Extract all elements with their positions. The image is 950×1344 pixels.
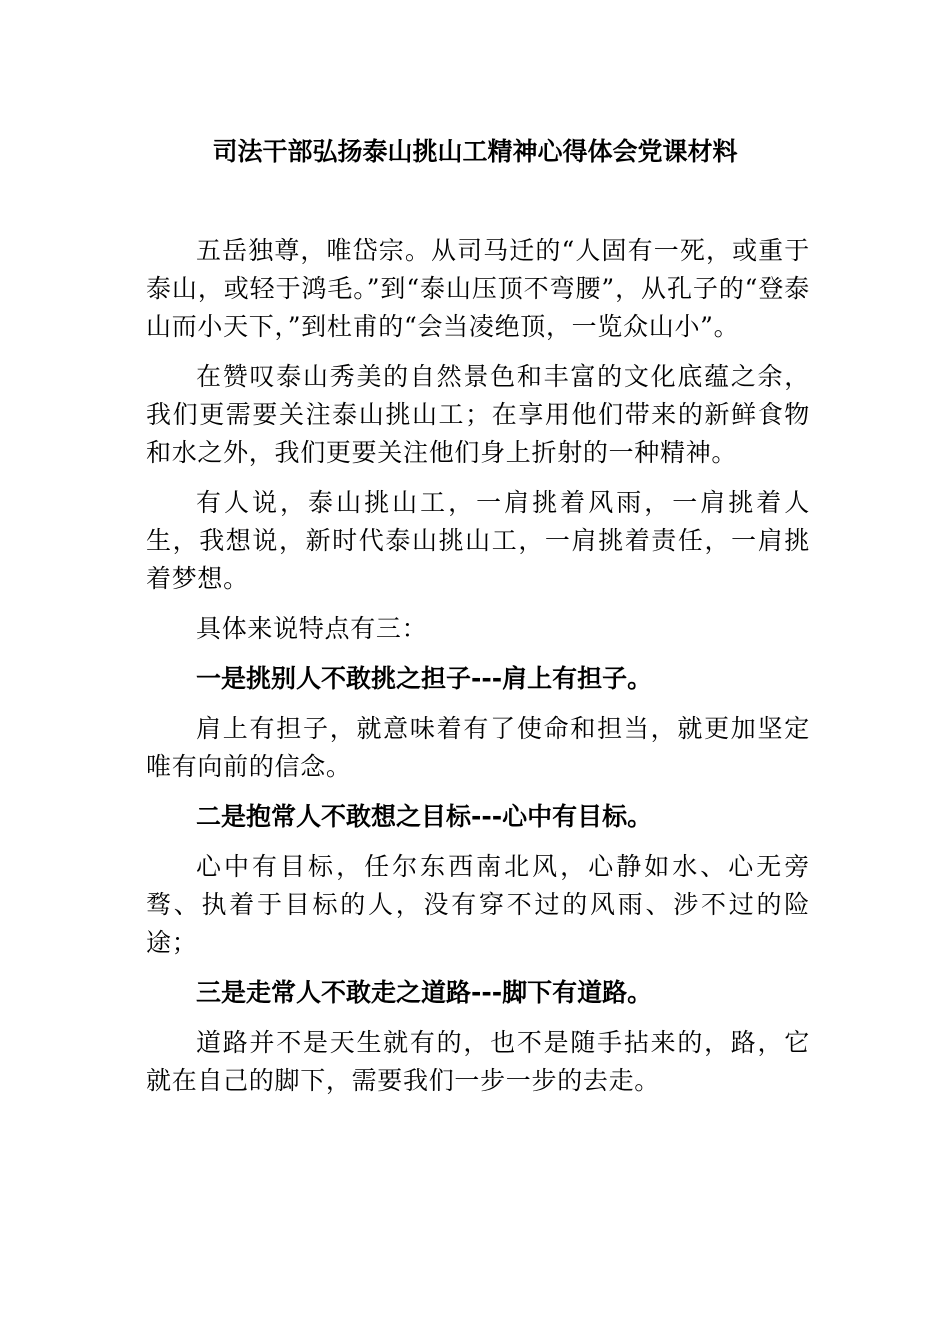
document-title: 司法干部弘扬泰山挑山工精神心得体会党课材料	[212, 137, 738, 166]
paragraph: 有人说，泰山挑山工，一肩挑着风雨，一肩挑着人生，我想说，新时代泰山挑山工，一肩挑着责任，一肩挑着梦想。	[146, 488, 810, 593]
section-heading: 一是挑别人不敢挑之担子---肩上有担子。	[196, 664, 653, 693]
paragraph: 道路并不是天生就有的，也不是随手拈来的，路，它就在自己的脚下，需要我们一步一步的去走。	[146, 1028, 810, 1095]
paragraph: 肩上有担子，就意味着有了使命和担当，就更加坚定唯有向前的信念。	[146, 714, 810, 781]
section-heading: 三是走常人不敢走之道路---脚下有道路。	[196, 978, 653, 1007]
document-body	[146, 232, 810, 1112]
paragraph: 具体来说特点有三：	[196, 614, 428, 643]
paragraph: 五岳独尊，唯岱宗。从司马迁的“人固有一死，或重于泰山，或轻于鸿毛。”到“泰山压顶不弯腰”，从孔子的“登泰山而小天下，”到杜甫的“会当凌绝顶，一览众山小”。	[146, 236, 810, 341]
paragraph: 心中有目标，任尔东西南北风，心静如水、心无旁骛、执着于目标的人，没有穿不过的风雨、涉不过的险途；	[146, 852, 810, 957]
section-heading: 二是抱常人不敢想之目标---心中有目标。	[196, 802, 653, 831]
paragraph: 在赞叹泰山秀美的自然景色和丰富的文化底蕴之余，我们更需要关注泰山挑山工；在享用他们带来的新鲜食物和水之外，我们更要关注他们身上折射的一种精神。	[146, 362, 810, 467]
